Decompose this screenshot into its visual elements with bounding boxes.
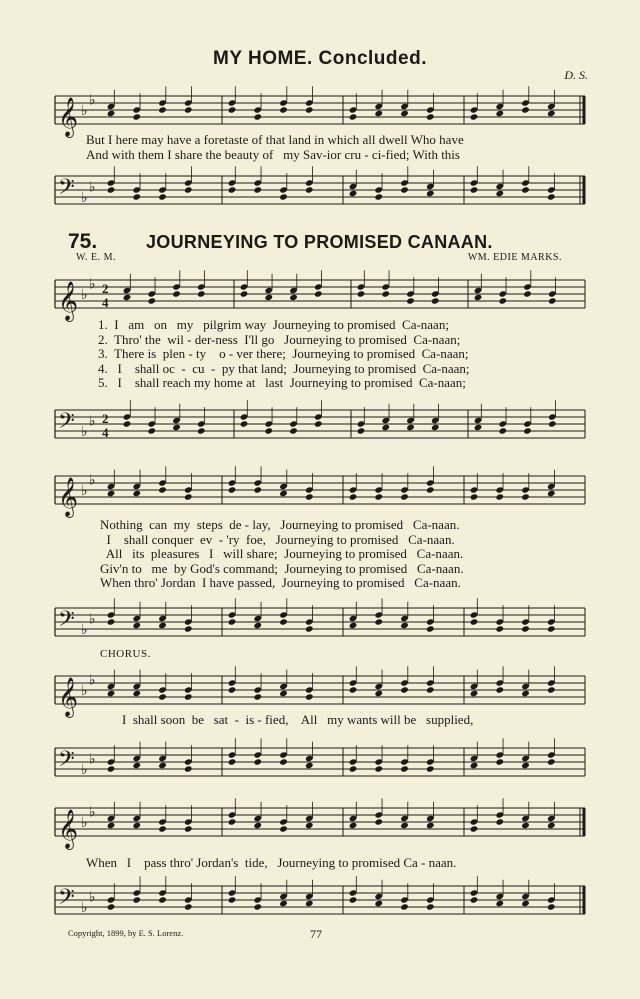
svg-text:♭: ♭ xyxy=(81,815,88,831)
bass-staff-system-3 xyxy=(55,600,585,650)
svg-text:♭: ♭ xyxy=(89,611,96,628)
svg-text:♭: ♭ xyxy=(81,622,88,638)
verse-5-line-b: When thro' Jordan I have passed, Journeying to promised Ca-naan. xyxy=(100,575,461,590)
svg-text:♭: ♭ xyxy=(89,804,96,821)
treble-staff-system-4 xyxy=(55,668,585,718)
chorus-lyric-line-2: When I pass thro' Jordan's tide, Journeying to promised Ca - naan. xyxy=(86,855,457,870)
svg-text:♭: ♭ xyxy=(89,92,96,109)
svg-text:♭: ♭ xyxy=(81,287,88,303)
bass-staff-system-5 xyxy=(55,878,585,928)
page-title: MY HOME. Concluded. xyxy=(213,48,427,69)
svg-text:♭: ♭ xyxy=(81,483,88,499)
svg-text:2: 2 xyxy=(102,281,109,296)
treble-staff-system-2 xyxy=(55,272,585,322)
svg-text:♭: ♭ xyxy=(89,276,96,293)
verse-5-line: 5. I shall reach my home at last Journeying to promised Ca-naan; xyxy=(98,375,466,390)
svg-text:♭: ♭ xyxy=(81,900,88,916)
chorus-label: CHORUS. xyxy=(100,648,151,660)
svg-text:♭: ♭ xyxy=(89,889,96,906)
bass-staff-system-4 xyxy=(55,740,585,790)
svg-text:𝄞: 𝄞 xyxy=(58,809,79,849)
concluded-lyric-line-2: And with them I share the beauty of my Sav-ior cru - ci-fied; With this xyxy=(86,147,460,162)
svg-text:♭: ♭ xyxy=(81,424,88,440)
svg-text:𝄢: 𝄢 xyxy=(58,885,75,915)
music-credit: WM. EDIE MARKS. xyxy=(467,252,562,263)
bass-staff-system-1 xyxy=(55,168,585,218)
svg-text:4: 4 xyxy=(102,425,109,440)
verse-2-line: 2. Thro' the wil - der-ness I'll go Journeying to promised Ca-naan; xyxy=(98,331,461,347)
svg-text:♭: ♭ xyxy=(89,672,96,689)
treble-staff-system-3 xyxy=(55,468,585,518)
verse-2-line-b: I shall conquer ev - 'ry foe, Journeying to promised Ca-naan. xyxy=(100,531,455,547)
svg-text:♭: ♭ xyxy=(89,413,96,430)
svg-text:♭: ♭ xyxy=(89,751,96,768)
treble-staff-system-5 xyxy=(55,800,585,850)
svg-text:♭: ♭ xyxy=(89,179,96,196)
svg-text:𝄞: 𝄞 xyxy=(58,677,79,717)
concluded-lyric-line-1: But I here may have a foretaste of that land in which all dwell Who have xyxy=(86,132,464,147)
svg-text:♭: ♭ xyxy=(81,683,88,699)
svg-text:𝄞: 𝄞 xyxy=(58,97,79,137)
svg-text:𝄢: 𝄢 xyxy=(58,175,75,205)
verse-1-line: 1. I am on my pilgrim way Journeying to promised Ca-naan; xyxy=(98,317,449,332)
verse-1-line-b: Nothing can my steps de - lay, Journeying to promised Ca-naan. xyxy=(100,517,460,532)
verse-4-line-b: Giv'n to me by God's command; Journeying to promised Ca-naan. xyxy=(100,560,464,576)
chorus-lyric-line-1: I shall soon be sat - is - fied, All my wants will be supplied, xyxy=(122,712,474,727)
svg-text:♭: ♭ xyxy=(81,103,88,119)
verse-3-line-b: All its pleasures I will share; Journeying to promised Ca-naan. xyxy=(100,546,464,561)
verses-part-2 xyxy=(100,518,464,591)
words-credit: W. E. M. xyxy=(76,252,117,263)
ds-mark: D. S. xyxy=(564,68,588,82)
svg-text:♭: ♭ xyxy=(89,472,96,489)
svg-text:𝄞: 𝄞 xyxy=(58,477,79,517)
svg-text:𝄢: 𝄢 xyxy=(58,607,75,637)
svg-text:♭: ♭ xyxy=(81,762,88,778)
hymn-title: JOURNEYING TO PROMISED CANAAN. xyxy=(146,232,493,252)
hymn-number: 75. xyxy=(68,230,98,253)
verse-4-line: 4. I shall oc - cu - py that land; Journeying to promised Ca-naan; xyxy=(98,360,470,376)
verses-part-1 xyxy=(98,318,470,391)
treble-staff-system-1 xyxy=(55,88,585,138)
bass-staff-system-2 xyxy=(55,402,585,452)
svg-text:𝄢: 𝄢 xyxy=(58,409,75,439)
svg-text:𝄞: 𝄞 xyxy=(58,281,79,321)
svg-text:2: 2 xyxy=(102,411,109,426)
svg-text:𝄢: 𝄢 xyxy=(58,747,75,777)
svg-text:♭: ♭ xyxy=(81,190,88,206)
copyright: Copyright, 1899, by E. S. Lorenz. xyxy=(68,928,184,938)
svg-text:4: 4 xyxy=(102,295,109,310)
verse-3-line: 3. There is plen - ty o - ver there; Journeying to promised Ca-naan; xyxy=(98,346,469,361)
page-number: 77 xyxy=(310,927,322,941)
